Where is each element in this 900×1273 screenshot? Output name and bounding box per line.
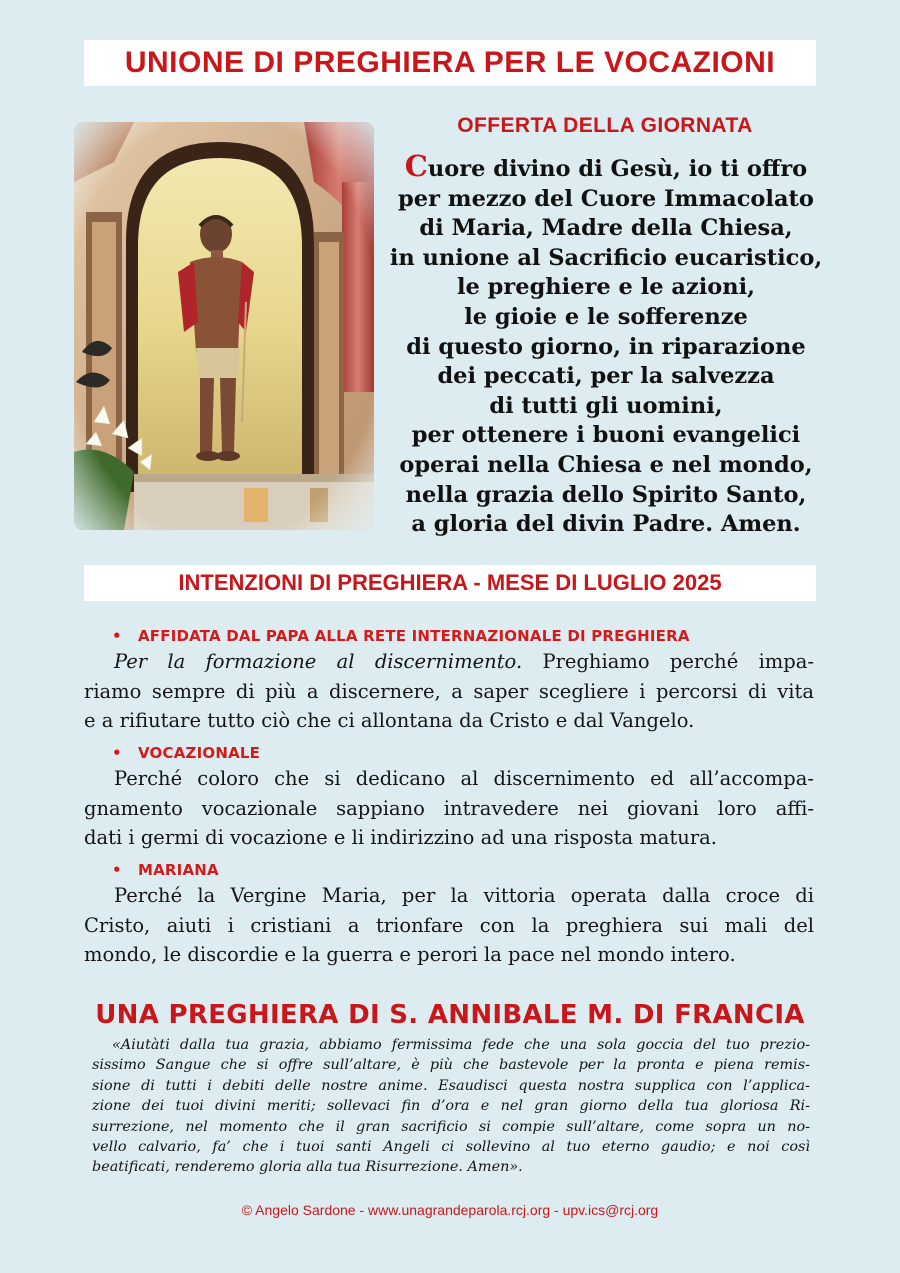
intention-text	[84, 647, 814, 736]
page-title: UNIONE DI PREGHIERA PER LE VOCAZIONI	[84, 40, 816, 86]
intention-line: riamo sempre di più a discernere, a saper scegliere i percorsi di vita	[84, 679, 814, 703]
bullet-icon: •	[112, 744, 122, 762]
intention-text	[84, 881, 814, 970]
intention-line: Cristo, aiuti i cristiani a trionfare con la preghiera sui mali del	[84, 913, 814, 937]
footer-credits: © Angelo Sardone - www.unagrandeparola.rcj.org - upv.ics@rcj.org	[241, 1202, 659, 1218]
offer-line: le gioie e le sofferenze	[464, 303, 748, 330]
dropcap: C	[404, 149, 428, 183]
offer-line: a gloria del divin Padre. Amen.	[411, 511, 801, 538]
intention-line: Perché coloro che si dedicano al discernimento ed all’accompa-	[114, 767, 814, 790]
prayer-line: sione di tutti i debiti delle nostre anime. Esaudisci questa nostra supplica con l’applica-	[92, 1077, 810, 1094]
bullet-icon: •	[112, 861, 122, 879]
altar-statue-image	[74, 122, 374, 530]
offer-line: operai nella Chiesa e nel mondo,	[399, 451, 813, 478]
intention-heading: • AFFIDATA DAL PAPA ALLA RETE INTERNAZIONALE DI PREGHIERA	[112, 627, 690, 645]
offer-line: per mezzo del Cuore Immacolato	[398, 185, 814, 212]
intention-line: dati i germi di vocazione e li indirizzino ad una risposta matura.	[84, 826, 717, 849]
prayer-line: vello calvario, fa’ che i tuoi santi Angeli ci sollevino al tuo eterno gaudio; e noi così	[92, 1139, 810, 1156]
offer-line: in unione al Sacrificio eucaristico,	[389, 244, 823, 271]
offer-prayer	[386, 149, 826, 540]
prayer-line: «Aiutàti dalla tua grazia, abbiamo fermissima fede che una sola goccia del tuo prezio-	[112, 1037, 810, 1053]
intention-heading: • MARIANA	[112, 861, 219, 879]
intention-line: e a rifiutare tutto ciò che ci allontana da Cristo e dal Vangelo.	[84, 709, 695, 732]
prayer-line: surrezione, nel momento che il gran sacrificio si compie sull’altare, come sopra un no-	[92, 1118, 810, 1135]
intention-line: mondo, le discordie e la guerra e perori la pace nel mondo intero.	[84, 943, 736, 966]
hannibal-prayer-text	[92, 1035, 810, 1178]
hannibal-prayer-title: UNA PREGHIERA DI S. ANNIBALE M. DI FRANCIA	[95, 1000, 805, 1030]
offer-line: di questo giorno, in riparazione	[406, 333, 806, 360]
intention-text	[84, 764, 814, 853]
offer-line: dei peccati, per la salvezza	[437, 363, 775, 390]
offer-line: di Maria, Madre della Chiesa,	[419, 215, 793, 242]
offer-line: nella grazia dello Spirito Santo,	[405, 481, 807, 508]
offer-line: le preghiere e le azioni,	[456, 274, 756, 301]
offer-title: OFFERTA DELLA GIORNATA	[457, 114, 753, 137]
offer-line: Cuore divino di Gesù, io ti offro	[404, 149, 808, 183]
prayer-line: zione dei tuoi divini meriti; sollevaci fin d’ora e nel gran giorno della tua gloriosa Ri-	[92, 1098, 810, 1115]
offer-line: di tutti gli uomini,	[489, 392, 723, 419]
intention-heading: • VOCAZIONALE	[112, 744, 261, 762]
intention-line: Perché la Vergine Maria, per la vittoria operata dalla croce di	[114, 884, 814, 907]
prayer-line: sissimo Sangue che si offre sull’altare, è più che bastevole per la pronta e piena remis-	[92, 1057, 810, 1074]
prayer-line: beatificati, renderemo gloria alla tua Risurrezione. Amen».	[92, 1159, 523, 1176]
intentions-title: INTENZIONI DI PREGHIERA - MESE DI LUGLIO 2025	[84, 565, 816, 601]
intention-line: gnamento vocazionale sappiano intravedere nei giovani loro affi-	[84, 796, 814, 820]
bullet-icon: •	[112, 627, 122, 645]
offer-line: per ottenere i buoni evangelici	[411, 422, 801, 449]
intention-line: Per la formazione al discernimento. Preghiamo perché impa-	[114, 650, 814, 673]
